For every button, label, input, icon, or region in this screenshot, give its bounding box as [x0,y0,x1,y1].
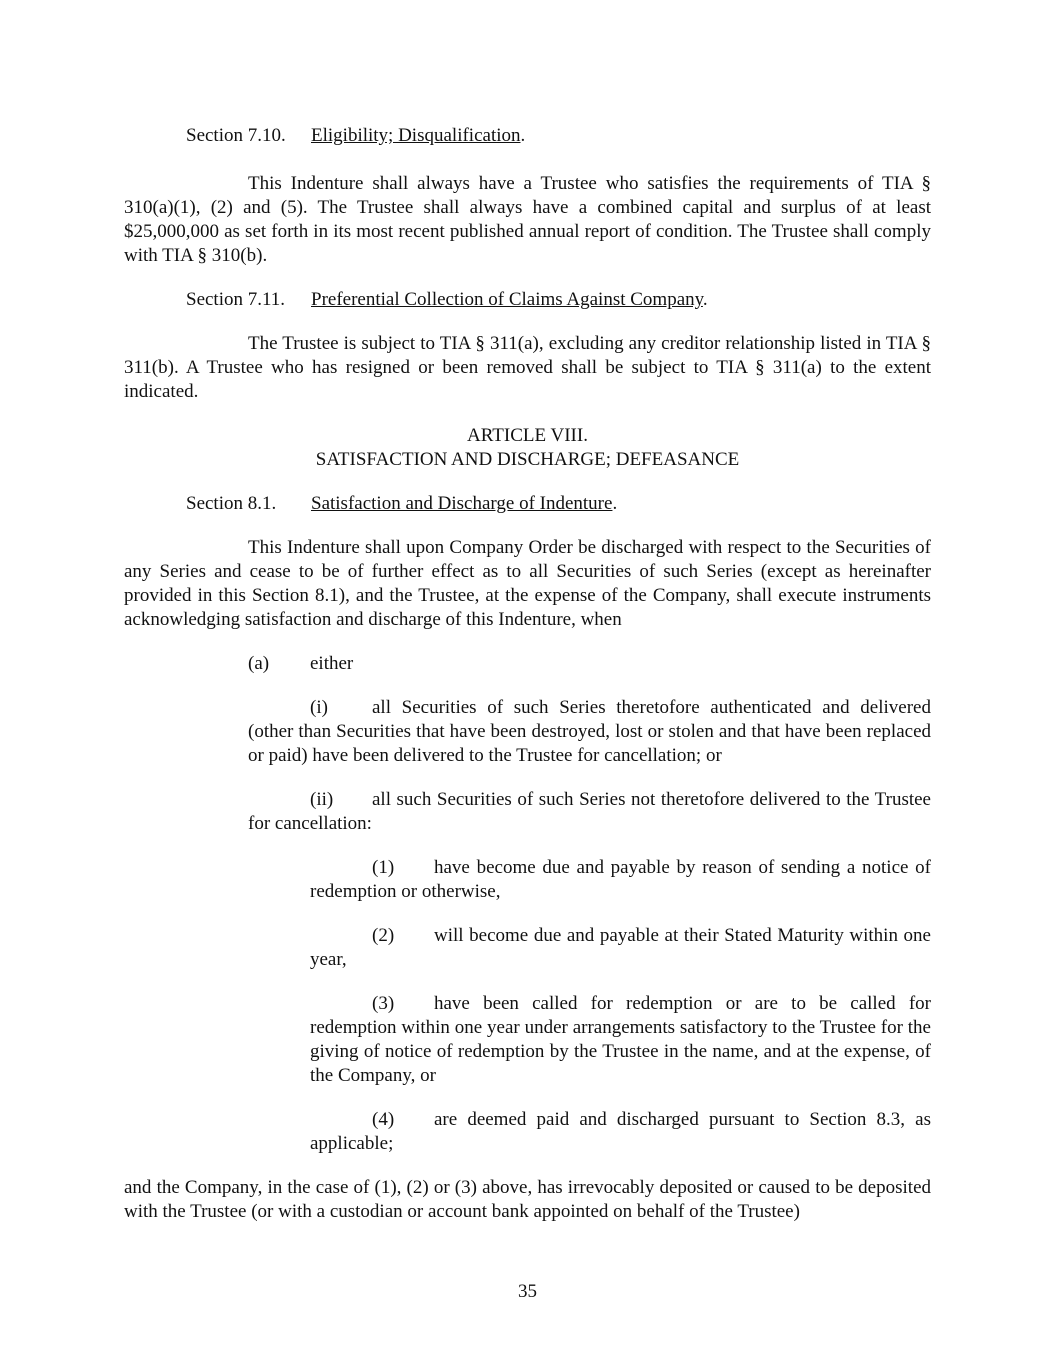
list-item-ii [124,788,931,836]
section-title: Preferential Collection of Claims Against Company [311,289,703,310]
item-text: all Securities of such Series theretofore authenticated and delivered (other than Securities that have been destroyed, lost or stolen and that have been replaced or paid) have been delivered to the Trustee for cancellation; or [248,697,931,766]
section-number: Section 7.10. [186,125,286,146]
section-number: Section 8.1. [186,493,277,514]
item-marker: (4) [372,1109,395,1130]
closing-paragraph: and the Company, in the case of (1), (2) or (3) above, has irrevocably deposited or caused to be deposited with the Trustee (or with a custodian or account bank appointed on behalf of the Trustee) [124,1177,931,1222]
section-7-11-heading: Section 7.11. Preferential Collection of Claims Against Company. [186,289,708,310]
section-number: Section 7.11. [186,289,286,310]
item-text: are deemed paid and discharged pursuant to Section 8.3, as applicable; [310,1109,931,1154]
item-text: have been called for redemption or are to be called for redemption within one year under arrangements satisfactory to the Trustee for the giving of notice of redemption by the Trustee in the name, and at the expense, of the Company, or [310,993,931,1086]
section-8-1-body: This Indenture shall upon Company Order be discharged with respect to the Securities of any Series and cease to be of further effect as to all Securities of such Series (except as hereinafter provided in this Section 8.1), and the Trustee, at the expense of the Company, shall execute instruments acknowledging satisfaction and discharge of this Indenture, when [124,537,931,630]
list-item-2 [124,924,931,972]
item-marker: (ii) [310,789,334,810]
document-page [124,124,931,1224]
item-marker: (a) [248,653,270,674]
list-item-3 [124,992,931,1088]
list-item-i [124,696,931,768]
section-7-10-body: This Indenture shall always have a Trustee who satisfies the requirements of TIA § 310(a)(1), (2) and (5). The Trustee shall always have a combined capital and surplus of at least $25,000,000 as set forth in its most recent published annual report of condition. The Trustee shall comply with TIA § 310(b). [124,173,931,266]
section-title: Satisfaction and Discharge of Indenture [311,493,613,514]
item-text: either [310,653,354,674]
list-item-1 [124,856,931,904]
item-text: have become due and payable by reason of sending a notice of redemption or otherwise, [310,857,931,902]
item-marker: (2) [372,925,395,946]
item-text: will become due and payable at their Stated Maturity within one year, [310,925,931,970]
item-text: all such Securities of such Series not theretofore delivered to the Trustee for cancellation: [248,789,931,834]
list-item-a [124,652,931,676]
item-marker: (3) [372,993,395,1014]
article-title: SATISFACTION AND DISCHARGE; DEFEASANCE [315,449,740,470]
section-8-1-heading: Section 8.1. Satisfaction and Discharge of Indenture. [186,493,618,514]
section-title: Eligibility; Disqualification [311,125,521,146]
section-7-11-body: The Trustee is subject to TIA § 311(a), excluding any creditor relationship listed in TIA § 311(b). A Trustee who has resigned or been removed shall be subject to TIA § 311(a) to the extent indicated. [124,333,931,402]
item-marker: (i) [310,697,328,718]
item-marker: (1) [372,857,395,878]
page-number: 35 [518,1281,537,1302]
list-item-4 [124,1108,931,1156]
article-heading: ARTICLE VIII. [467,425,588,446]
section-7-10-heading: Section 7.10. Eligibility; Disqualification. [186,125,526,146]
